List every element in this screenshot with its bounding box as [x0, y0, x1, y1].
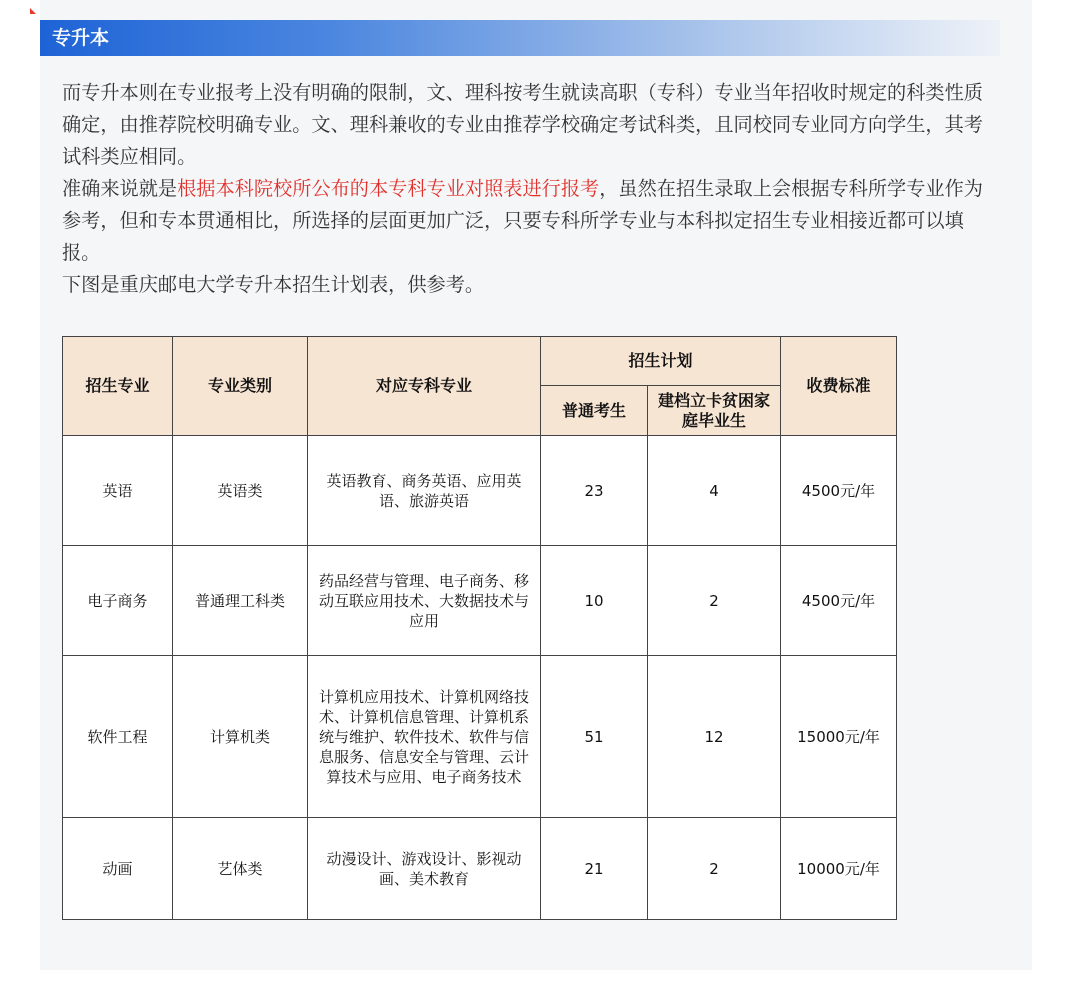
paragraph-2	[62, 173, 1002, 269]
cell-major: 动画	[63, 818, 173, 920]
cell-fee: 15000元/年	[781, 656, 897, 818]
cell-poverty: 2	[648, 546, 781, 656]
corner-accent	[30, 8, 36, 14]
cell-poverty: 4	[648, 436, 781, 546]
cell-related: 药品经营与管理、电子商务、移动互联应用技术、大数据技术与应用	[308, 546, 541, 656]
table-header-row	[63, 337, 897, 386]
header-related: 对应专科专业	[308, 337, 541, 436]
cell-fee: 4500元/年	[781, 546, 897, 656]
table-row	[63, 546, 897, 656]
header-plan: 招生计划	[541, 337, 781, 386]
cell-fee: 10000元/年	[781, 818, 897, 920]
cell-regular: 21	[541, 818, 648, 920]
table-row	[63, 436, 897, 546]
cell-fee: 4500元/年	[781, 436, 897, 546]
cell-poverty: 12	[648, 656, 781, 818]
cell-major: 软件工程	[63, 656, 173, 818]
section-title: 专升本	[52, 27, 110, 49]
cell-category: 艺体类	[173, 818, 308, 920]
header-fee: 收费标准	[781, 337, 897, 436]
paragraph-3: 下图是重庆邮电大学专升本招生计划表，供参考。	[62, 273, 485, 296]
cell-regular: 10	[541, 546, 648, 656]
cell-related: 英语教育、商务英语、应用英语、旅游英语	[308, 436, 541, 546]
header-major: 招生专业	[63, 337, 173, 436]
cell-related: 计算机应用技术、计算机网络技术、计算机信息管理、计算机系统与维护、软件技术、软件与信息服务、信息安全与管理、云计算技术与应用、电子商务技术	[308, 656, 541, 818]
section-title-bar	[40, 20, 1000, 56]
enrollment-plan-table	[62, 336, 897, 920]
cell-major: 电子商务	[63, 546, 173, 656]
paragraph-2-lead: 准确来说就是	[62, 177, 178, 200]
cell-major: 英语	[63, 436, 173, 546]
header-category: 专业类别	[173, 337, 308, 436]
cell-category: 计算机类	[173, 656, 308, 818]
header-regular: 普通考生	[541, 386, 648, 436]
enrollment-plan-table-image	[62, 336, 896, 919]
paragraph-2-highlight: 根据本科院校所公布的本专科专业对照表进行报考	[177, 177, 600, 200]
cell-category: 英语类	[173, 436, 308, 546]
cell-regular: 51	[541, 656, 648, 818]
article-body	[62, 77, 1002, 301]
paragraph-1: 而专升本则在专业报考上没有明确的限制，文、理科按考生就读高职（专科）专业当年招收时规定的科类性质确定，由推荐院校明确专业。文、理科兼收的专业由推荐学校确定考试科类，且同校同专业同方向学生，其考试科类应相同。	[62, 81, 983, 168]
table-row	[63, 656, 897, 818]
cell-related: 动漫设计、游戏设计、影视动画、美术教育	[308, 818, 541, 920]
table-row	[63, 818, 897, 920]
paragraph-2-tail: ，虽然在招生录取上会根据专科所学专业作为参考，但和专本贯通相比，所选择的层面更加广泛，只要专科所学专业与本科拟定招生专业相接近都可以填报。	[62, 177, 983, 264]
header-poverty: 建档立卡贫困家庭毕业生	[648, 386, 781, 436]
cell-poverty: 2	[648, 818, 781, 920]
cell-category: 普通理工科类	[173, 546, 308, 656]
cell-regular: 23	[541, 436, 648, 546]
